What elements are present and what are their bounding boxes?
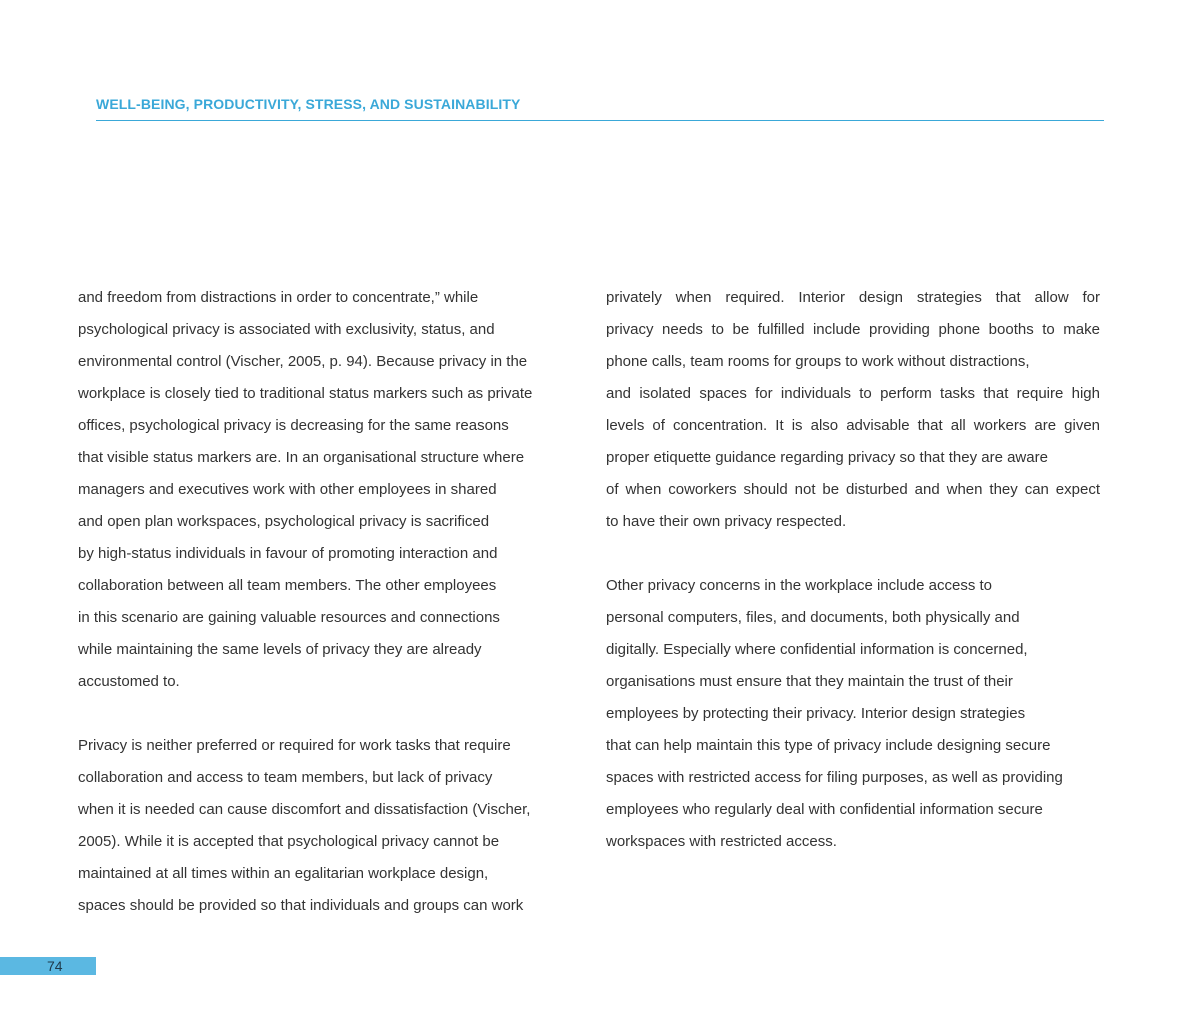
text-line: maintained at all times within an egalitarian workplace design,: [78, 865, 489, 882]
text-line: accustomed to.: [78, 673, 180, 690]
section-title: WELL-BEING, PRODUCTIVITY, STRESS, AND SUSTAINABILITY: [96, 96, 521, 112]
text-line: when it is needed can cause discomfort and dissatisfaction (Vischer,: [78, 801, 531, 818]
text-line: phone calls, team rooms for groups to work without distractions,: [606, 353, 1030, 370]
text-line: Other privacy concerns in the workplace include access to: [606, 577, 993, 594]
text-line: organisations must ensure that they maintain the trust of their: [606, 673, 1013, 690]
text-line: employees by protecting their privacy. Interior design strategies: [606, 705, 1026, 722]
text-line: collaboration and access to team members, but lack of privacy: [78, 769, 493, 786]
text-line: digitally. Especially where confidential information is concerned,: [606, 641, 1028, 658]
text-line: employees who regularly deal with confidential information secure: [606, 801, 1043, 818]
text-line: privacy needs to be fulfilled include providing phone booths to make: [606, 321, 1100, 338]
text-line: offices, psychological privacy is decreasing for the same reasons: [78, 417, 509, 434]
paragraph-gap: [606, 538, 1100, 570]
text-line: that visible status markers are. In an organisational structure where: [78, 449, 525, 466]
right-column: [606, 282, 1100, 858]
text-line: workplace is closely tied to traditional status markers such as private: [78, 385, 533, 402]
text-line: collaboration between all team members. The other employees: [78, 577, 497, 594]
page-number-tab: [0, 957, 96, 975]
text-line: in this scenario are gaining valuable resources and connections: [78, 609, 500, 626]
text-line: personal computers, files, and documents, both physically and: [606, 609, 1020, 626]
text-line: to have their own privacy respected.: [606, 513, 847, 530]
text-line: that can help maintain this type of privacy include designing secure: [606, 737, 1051, 754]
text-line: and open plan workspaces, psychological privacy is sacrificed: [78, 513, 490, 530]
paragraph: [78, 282, 558, 698]
text-line: levels of concentration. It is also advisable that all workers are given: [606, 417, 1100, 434]
text-line: Privacy is neither preferred or required for work tasks that require: [78, 737, 511, 754]
text-line: workspaces with restricted access.: [606, 833, 837, 850]
paragraph-gap: [78, 698, 558, 730]
paragraph: [78, 730, 558, 922]
paragraph: [606, 570, 1100, 858]
text-line: and isolated spaces for individuals to perform tasks that require high: [606, 385, 1100, 402]
text-line: spaces should be provided so that individuals and groups can work: [78, 897, 524, 914]
text-line: while maintaining the same levels of privacy they are already: [78, 641, 482, 658]
paragraph: [606, 282, 1100, 538]
text-line: environmental control (Vischer, 2005, p. 94). Because privacy in the: [78, 353, 528, 370]
text-line: psychological privacy is associated with exclusivity, status, and: [78, 321, 495, 338]
text-line: and freedom from distractions in order to concentrate,” while: [78, 289, 479, 306]
text-line: 2005). While it is accepted that psychological privacy cannot be: [78, 833, 500, 850]
text-line: managers and executives work with other employees in shared: [78, 481, 497, 498]
running-header: [96, 96, 1104, 121]
text-line: spaces with restricted access for filing purposes, as well as providing: [606, 769, 1063, 786]
text-line: by high-status individuals in favour of promoting interaction and: [78, 545, 498, 562]
text-line: privately when required. Interior design strategies that allow for: [606, 289, 1100, 306]
text-line: proper etiquette guidance regarding privacy so that they are aware: [606, 449, 1048, 466]
text-line: of when coworkers should not be disturbed and when they can expect: [606, 481, 1100, 498]
page-number: 74: [47, 958, 63, 974]
left-column: [78, 282, 558, 922]
